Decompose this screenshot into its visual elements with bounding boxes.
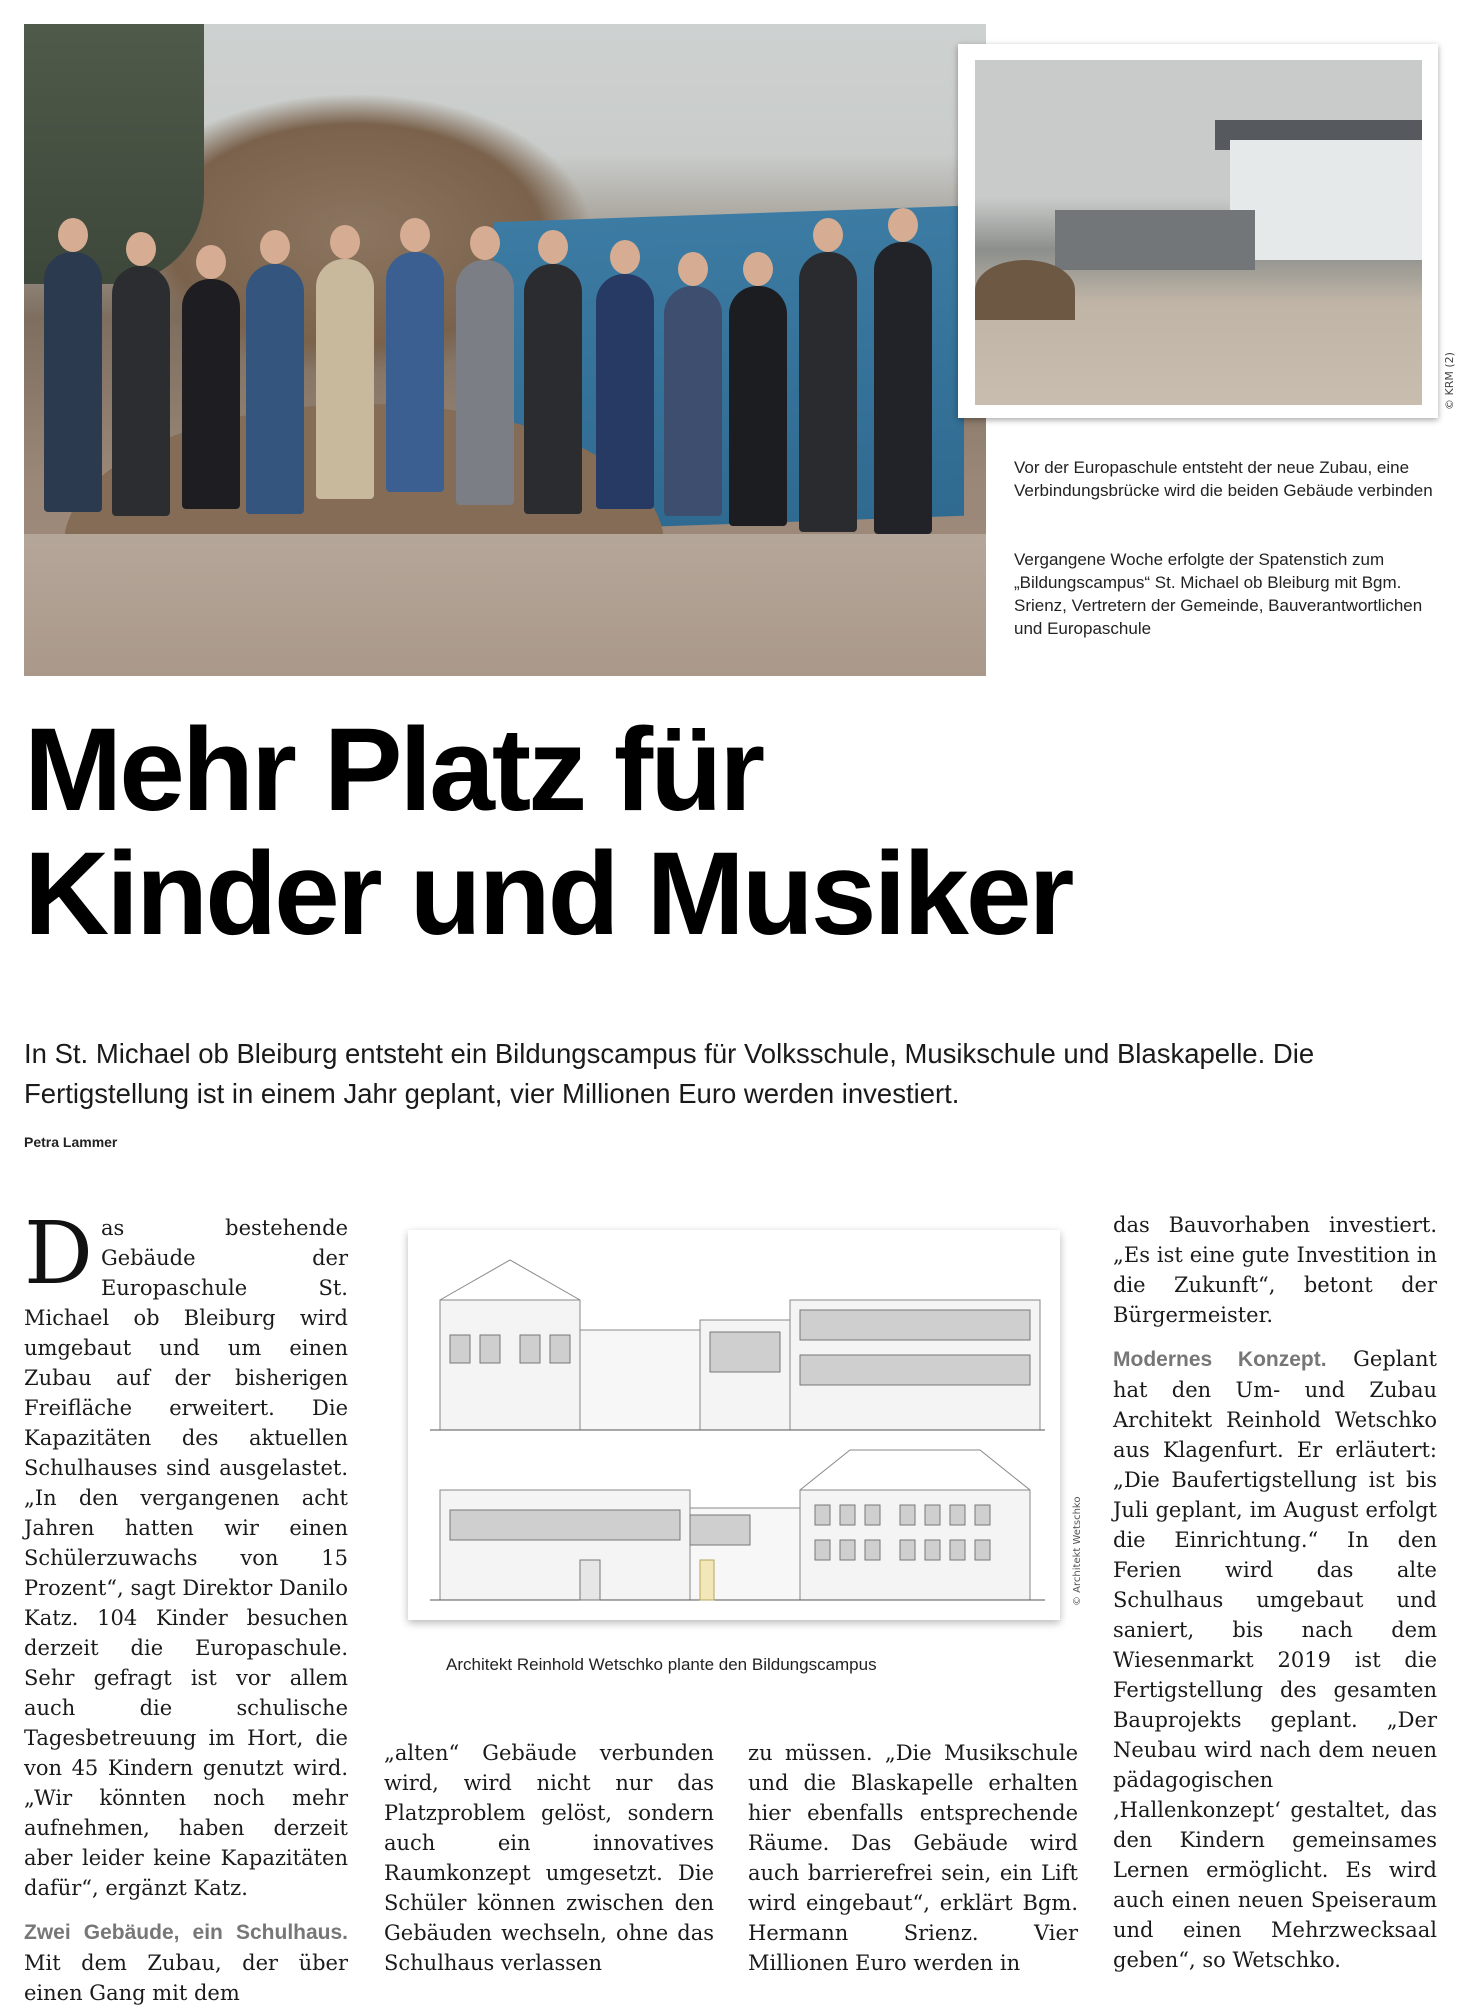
text-column-3 bbox=[748, 1738, 1078, 1978]
groundbreaking-photo bbox=[24, 24, 986, 676]
dropcap: D bbox=[24, 1204, 93, 1304]
person bbox=[729, 286, 787, 526]
author: Petra Lammer bbox=[24, 1134, 118, 1150]
ground bbox=[24, 534, 986, 676]
text-column-4 bbox=[1113, 1210, 1437, 1975]
paragraph-text: das Bauvorhaben investiert. „Es ist eine gute Investition in die Zukunft“, betont der Bürgermeister. bbox=[1113, 1213, 1437, 1327]
text-column-1 bbox=[24, 1204, 348, 2008]
inset-caption: Vor der Europaschule entsteht der neue Zubau, eine Verbindungsbrücke wird die beiden Gebäude verbinden bbox=[1014, 458, 1433, 500]
drawing-credit: © Architekt Wetschko bbox=[1072, 1496, 1083, 1606]
person bbox=[524, 264, 582, 514]
dirt-pile bbox=[975, 260, 1075, 320]
subhead: Zwei Gebäude, ein Schulhaus. bbox=[24, 1921, 348, 1944]
text-column-2 bbox=[384, 1738, 714, 1978]
person bbox=[664, 286, 722, 516]
person bbox=[386, 252, 444, 492]
person bbox=[44, 252, 102, 512]
trees bbox=[24, 24, 204, 284]
person bbox=[874, 242, 932, 534]
paragraph-text: Geplant hat den Um- und Zubau Architekt Reinhold Wetschko aus Klagenfurt. Er erläutert: „Die Baufertigstellung ist bis Juli geplant, im August erfolgt die Einrichtung.“ In den Ferien wird das alte Schulhaus umgebaut und saniert, bis nach dem Wiesenmarkt 2019 ist die Fertigstellung des gesamten Bauprojekts geplant. „Der Neubau wird nach dem neuen pädagogischen ‚Hallenkonzept‘ gestaltet, das den Kindern gemeinsames Lernen ermöglicht. Es wird auch einen neuen Speiseraum und einen Mehrzwecksaal geben“, so Wetschko. bbox=[1113, 1347, 1437, 1972]
paragraph bbox=[24, 1917, 348, 2008]
subhead: Modernes Konzept. bbox=[1113, 1348, 1327, 1371]
paragraph bbox=[24, 1204, 348, 1903]
lead-paragraph: In St. Michael ob Bleiburg entsteht ein Bildungscampus für Volksschule, Musikschule und Blaskapelle. Die Fertigstellung ist in einem Jahr geplant, vier Millionen Euro werden investiert. bbox=[24, 1038, 1315, 1109]
headline-line-1: Mehr Platz für bbox=[24, 704, 763, 836]
school-photo bbox=[975, 60, 1422, 405]
low-building bbox=[1055, 210, 1255, 270]
person bbox=[799, 252, 857, 532]
person bbox=[596, 274, 654, 509]
paragraph-text: Mit dem Zubau, der über einen Gang mit dem bbox=[24, 1951, 348, 2005]
paragraph-text: as bestehende Gebäude der Europaschule St. Michael ob Bleiburg wird umgebaut und um einen Zubau auf der bisherigen Freifläche erweitert. Die Kapazitäten des aktuellen Schulhauses sind ausgelastet. „In den vergangenen acht Jahren hatten wir einen Schülerzuwachs von 15 Prozent“, sagt Direktor Danilo Katz. 104 Kinder besuchen derzeit die Europaschule. Sehr gefragt ist vor allem auch die schulische Tagesbetreuung im Hort, die von 45 Kindern genutzt wird. „Wir könnten noch mehr aufnehmen, haben derzeit aber leider keine Kapazitäten dafür“, ergänzt Katz. bbox=[24, 1216, 348, 1900]
paragraph bbox=[1113, 1344, 1437, 1975]
architect-drawing bbox=[420, 1240, 1050, 1610]
headline bbox=[24, 704, 1444, 960]
school-building bbox=[1230, 140, 1422, 260]
photo-credit: © KRM (2) bbox=[1443, 352, 1456, 410]
person bbox=[246, 264, 304, 514]
headline-line-2: Kinder und Musiker bbox=[24, 828, 1072, 960]
person bbox=[316, 259, 374, 499]
person bbox=[112, 266, 170, 516]
person bbox=[456, 260, 514, 505]
main-caption: Vergangene Woche erfolgte der Spatenstich zum „Bildungscampus“ St. Michael ob Bleiburg mit Bgm. Srienz, Vertretern der Gemeinde, Bauverantwortlichen und Europaschule bbox=[1014, 550, 1423, 638]
person bbox=[182, 279, 240, 509]
paragraph-text: „alten“ Gebäude verbunden wird, wird nicht nur das Platzproblem gelöst, sondern auch ein innovatives Raumkonzept umgesetzt. Die Schüler können zwischen den Gebäuden wechseln, ohne das Schulhaus verlassen bbox=[384, 1741, 714, 1975]
drawing-caption: Architekt Reinhold Wetschko plante den Bildungscampus bbox=[446, 1655, 877, 1674]
paragraph-text: zu müssen. „Die Musikschule und die Blaskapelle erhalten hier ebenfalls entsprechende Räume. Das Gebäude wird auch barrierefrei sein, ein Lift wird eingebaut“, erklärt Bgm. Hermann Srienz. Vier Millionen Euro werden in bbox=[748, 1741, 1078, 1975]
